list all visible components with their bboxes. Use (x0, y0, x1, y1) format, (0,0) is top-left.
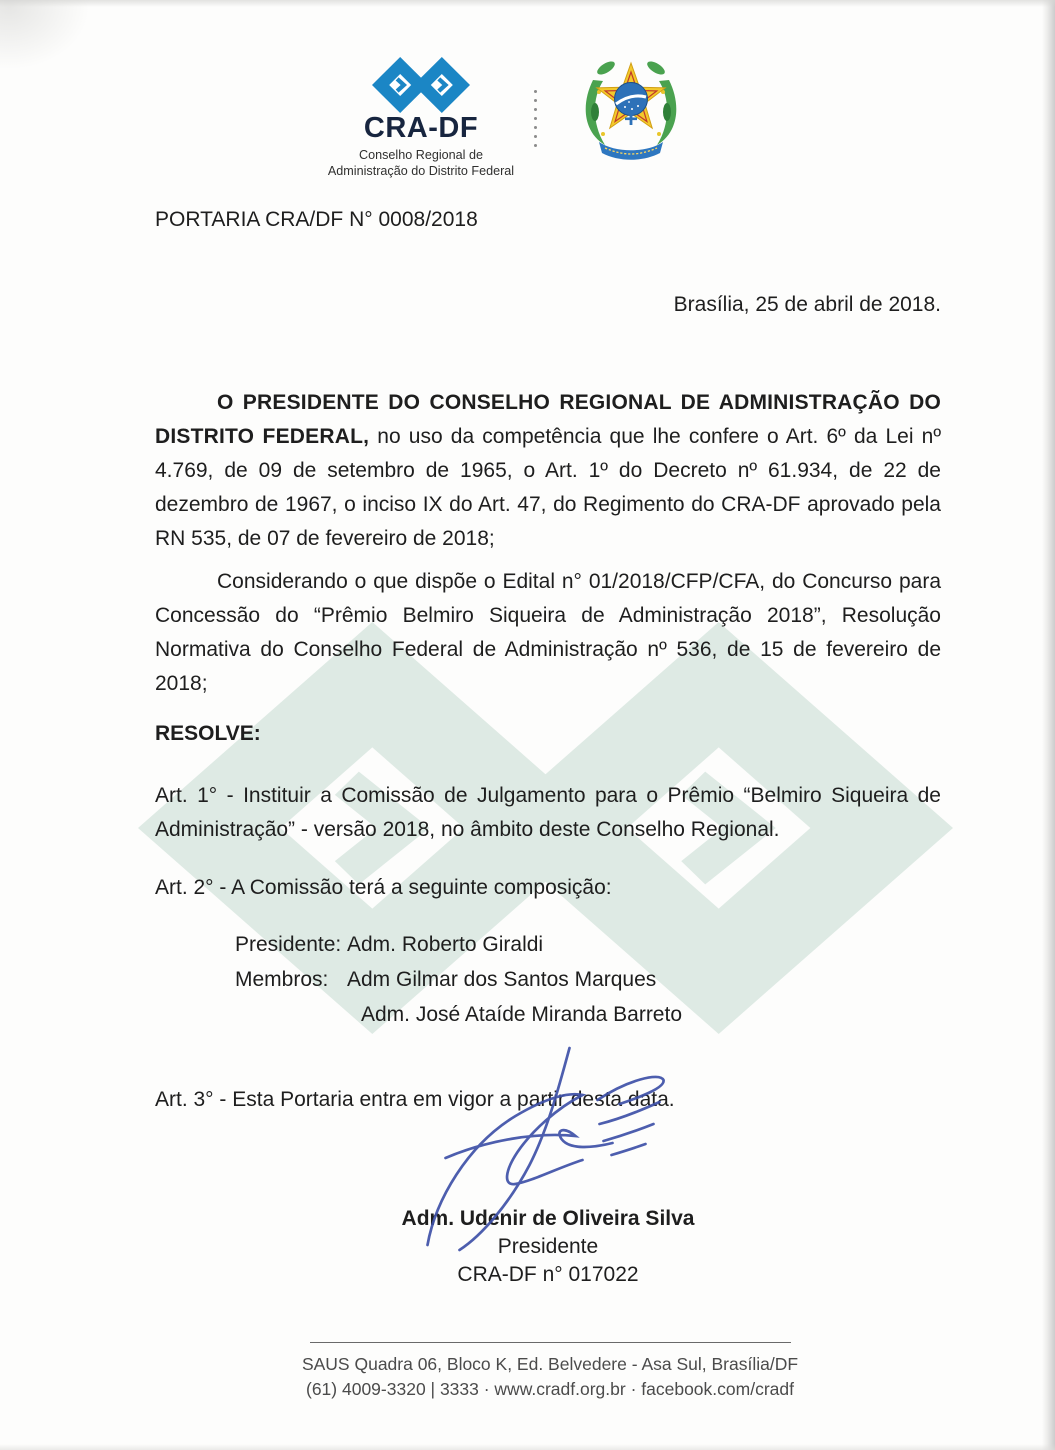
member-2-name: Adm. José Ataíde Miranda Barreto (361, 1003, 682, 1026)
scan-corner-shadow (0, 0, 90, 70)
member-1-name: Adm Gilmar dos Santos Marques (347, 968, 657, 991)
article-3: Art. 3° - Esta Portaria entra em vigor a partir desta data. (155, 1088, 675, 1111)
scan-edge-top (0, 0, 1055, 7)
resolve-heading: RESOLVE: (155, 722, 261, 745)
scan-edge-right (1042, 0, 1055, 1450)
footer-contact: (61) 4009-3320 | 3333 · www.cradf.org.br · facebook.com/cradf (306, 1379, 794, 1399)
date-line: Brasília, 25 de abril de 2018. (673, 293, 941, 316)
logo-subtitle-line2: Administração do Distrito Federal (327, 164, 515, 178)
article-1: Art. 1° - Instituir a Comissão de Julgamento para o Prêmio “Belmiro Siqueira de Administração” - versão 2018, no âmbito deste Conselho Regional. (155, 784, 941, 841)
president-label: Presidente: (235, 933, 342, 956)
footer-address: SAUS Quadra 06, Bloco K, Ed. Belvedere - Asa Sul, Brasília/DF (301, 1354, 799, 1374)
commission-president-row (235, 927, 941, 962)
signer-name: Adm. Udenir de Oliveira Silva (401, 1207, 695, 1230)
document-number: PORTARIA CRA/DF N° 0008/2018 (155, 208, 478, 231)
preamble-bold-text: O PRESIDENTE DO CONSELHO REGIONAL DE ADMINISTRAÇÃO DO DISTRITO FEDERAL, (155, 391, 941, 448)
members-label: Membros: (235, 968, 329, 991)
scan-edge-bottom (0, 1444, 1055, 1450)
signer-registration: CRA-DF n° 017022 (457, 1263, 639, 1286)
footer-divider (310, 1342, 791, 1343)
considerando-paragraph: Considerando o que dispõe o Edital n° 01/2018/CFP/CFA, do Concurso para Concessão do “Prêmio Belmiro Siqueira de Administração 2018”, Resolução Normativa do Conselho Federal de Administração nº 536, de 15 de fevereiro de 2018; (155, 570, 941, 695)
members-label-spacer (235, 997, 347, 1032)
preamble-rest-text: no uso da competência que lhe confere o Art. 6º da Lei nº 4.769, de 09 de setembro de 1965, o Art. 1º do Decreto nº 61.934, de 22 de dezembro de 1967, o inciso IX do Art. 47, do Regimento do CRA-DF aprovado pela RN 535, de 07 de fevereiro de 2018; (155, 425, 942, 550)
handwritten-signature-icon (395, 1040, 680, 1255)
logo-wordmark: CRA-DF (363, 112, 479, 144)
article-2: Art. 2° - A Comissão terá a seguinte composição: (155, 876, 612, 899)
commission-list (235, 927, 941, 1032)
president-name: Adm. Roberto Giraldi (347, 933, 544, 956)
page-footer (280, 1342, 820, 1402)
commission-member-row (235, 997, 941, 1032)
signer-title: Presidente (497, 1235, 599, 1258)
commission-member-row (235, 962, 941, 997)
logo-subtitle-line1: Conselho Regional de (359, 148, 483, 162)
preamble-paragraph (155, 386, 941, 556)
